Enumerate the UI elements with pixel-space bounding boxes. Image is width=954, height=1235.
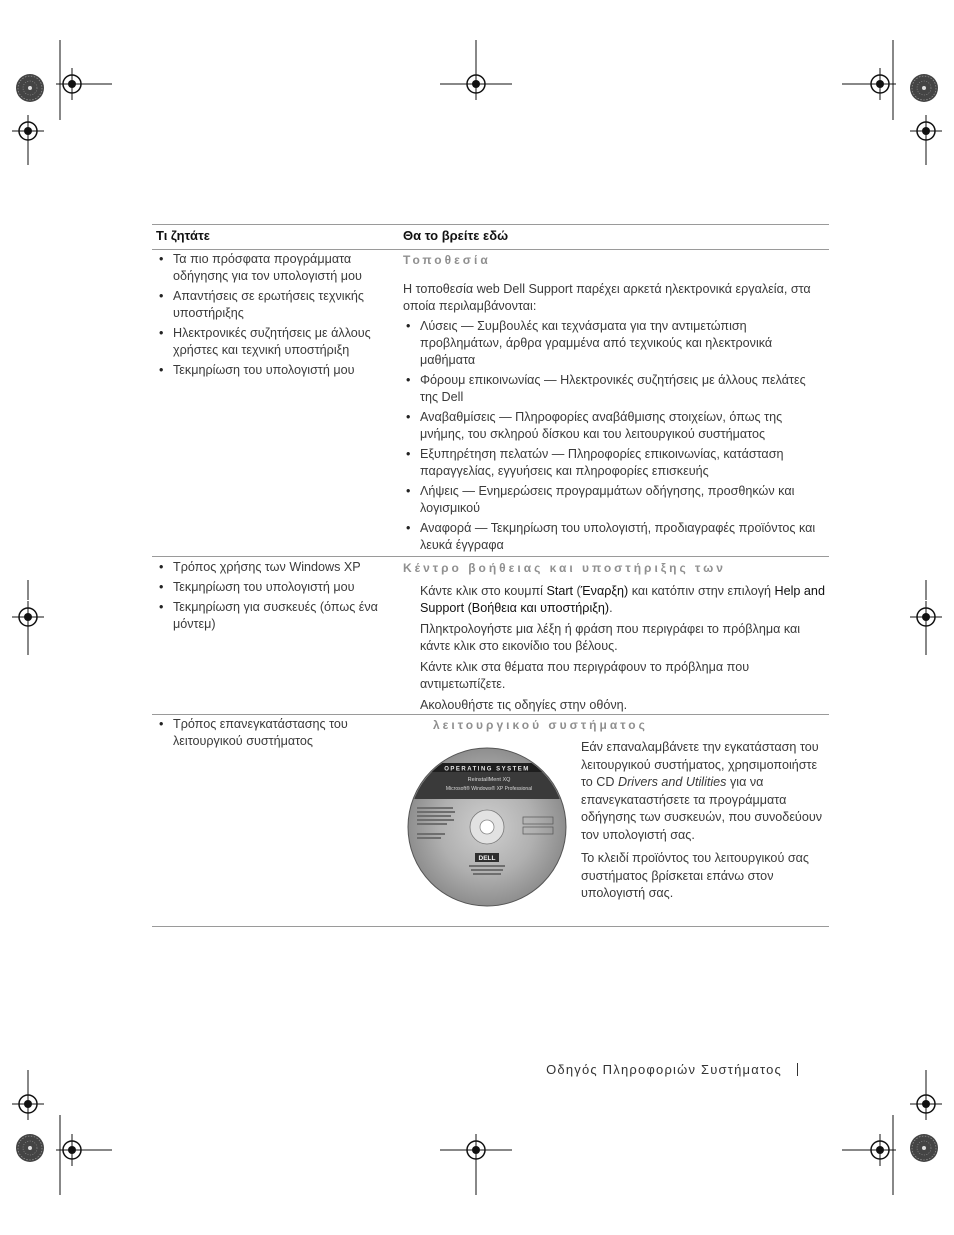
list-item: • Τρόπος χρήσης των Windows XP xyxy=(152,559,382,576)
row3-source xyxy=(581,739,826,906)
row2-needs xyxy=(152,559,382,636)
help-step-1: Κάντε κλικ στο κουμπί Start (Έναρξη) και κατόπιν στην επιλογή Help and Support (Βοήθεια και υποστήριξη). xyxy=(420,584,825,615)
website-intro: Η τοποθεσία web Dell Support παρέχει αρκετά ηλεκτρονικά εργαλεία, στα οποία περιλαμβάνονται: xyxy=(403,282,811,313)
header-where-to-find: Θα το βρείτε εδώ xyxy=(403,228,509,243)
operating-system-cd-image xyxy=(407,747,567,907)
list-item: • Τεκμηρίωση του υπολογιστή μου xyxy=(152,579,382,596)
help-step-4: Ακολουθήστε τις οδηγίες στην οθόνη. xyxy=(420,698,628,712)
list-item: • Τα πιο πρόσφατα προγράμματα οδήγησης για τον υπολογιστή μου xyxy=(152,251,382,285)
reinstall-instructions: Εάν επαναλαμβάνετε την εγκατάσταση του λειτουργικού συστήματος, χρησιμοποιήστε το CD Drivers and Utilities για να επανεγκαταστήσετε τα προγράμματα οδήγησης των συσκευών, που συνοδεύουν τον υπολογιστή σας. xyxy=(581,740,823,842)
section-title-website: Τοποθεσία xyxy=(403,253,491,267)
section-title-os-cd: λειτουργικού συστήματος xyxy=(433,718,648,732)
table-bottom-rule xyxy=(152,926,829,927)
row2-rule xyxy=(152,714,829,715)
help-step-2: Πληκτρολογήστε μια λέξη ή φράση που περιγράφει το πρόβλημα και κάντε κλικ στο εικονίδιο του βέλους. xyxy=(420,622,801,653)
cd-subtitle-text: Microsoft® Windows® XP Professional xyxy=(445,786,533,792)
row1-source xyxy=(403,252,827,557)
cd-banner-text: OPERATING SYSTEM xyxy=(444,766,530,773)
section-title-help-center: Κέντρο βοήθειας και υποστήριξης των xyxy=(403,561,726,575)
dell-logo-text: DELL xyxy=(478,855,496,862)
list-item: • Απαντήσεις σε ερωτήσεις τεχνικής υποστήριξης xyxy=(152,288,382,322)
list-item: • Λήψεις — Ενημερώσεις προγραμμάτων οδήγησης, προσθηκών και λογισμικού xyxy=(399,483,827,517)
row1-needs xyxy=(152,251,382,382)
table-top-rule xyxy=(152,224,829,225)
list-item: • Αναφορά — Τεκμηρίωση του υπολογιστή, προδιαγραφές προϊόντος και λευκά έγγραφα xyxy=(399,520,827,554)
row1-rule xyxy=(152,556,829,557)
footer-title: Οδηγός Πληροφοριών Συστήματος xyxy=(546,1062,782,1077)
row2-source xyxy=(403,560,827,718)
footer-divider xyxy=(797,1063,798,1076)
row3-needs xyxy=(152,716,382,753)
list-item: • Τεκμηρίωση για συσκευές (όπως ένα μόντεμ) xyxy=(152,599,382,633)
header-what-you-seek: Τι ζητάτε xyxy=(156,228,210,243)
list-item: • Τεκμηρίωση του υπολογιστή μου xyxy=(152,362,382,379)
help-step-3: Κάντε κλικ στα θέματα που περιγράφουν το πρόβλημα που αντιμετωπίζετε. xyxy=(420,660,750,691)
header-rule xyxy=(152,249,829,250)
list-item: • Τρόπος επανεγκατάστασης του λειτουργικού συστήματος xyxy=(152,716,382,750)
list-item: • Εξυπηρέτηση πελατών — Πληροφορίες επικοινωνίας, κατάσταση παραγγελίας, εγγυήσεις και πληροφορίες επισκευής xyxy=(399,446,827,480)
list-item: • Φόρουμ επικοινωνίας — Ηλεκτρονικές συζητήσεις με άλλους πελάτες της Dell xyxy=(399,372,827,406)
list-item: • Λύσεις — Συμβουλές και τεχνάσματα για την αντιμετώπιση προβλημάτων, άρθρα γραμμένα από τεχνικούς και ηλεκτρονικά μαθήματα xyxy=(399,318,827,369)
cd-title-text: ReinstallMent XQ xyxy=(467,777,511,783)
product-key-note: Το κλειδί προϊόντος του λειτουργικού σας συστήματος βρίσκεται επάνω στον υπολογιστή σας. xyxy=(581,851,809,900)
list-item: • Ηλεκτρονικές συζητήσεις με άλλους χρήστες και τεχνική υποστήριξη xyxy=(152,325,382,359)
list-item: • Αναβαθμίσεις — Πληροφορίες αναβάθμισης στοιχείων, όπως της μνήμης, του σκληρού δίσκου και του λειτουργικού συστήματος xyxy=(399,409,827,443)
